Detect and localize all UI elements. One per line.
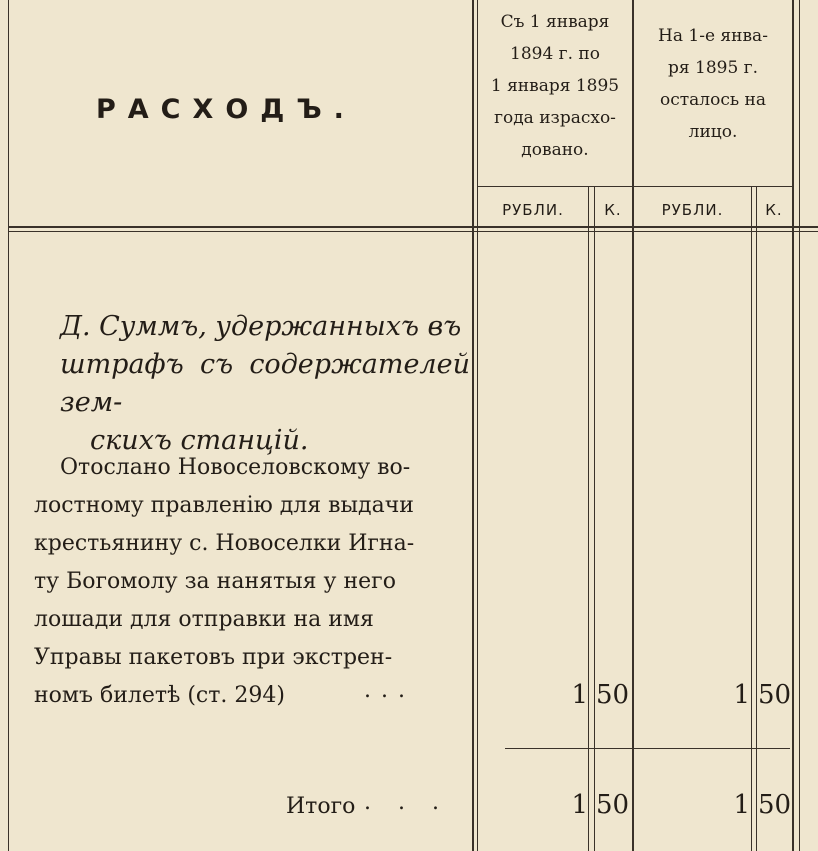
entry-line: лошади для отправки на имя bbox=[34, 607, 374, 632]
total-remain-kopecks: 50 bbox=[758, 790, 792, 820]
column-heading-spent bbox=[478, 6, 632, 166]
section-heading-line: штрафъ съ содержателей зем- bbox=[60, 349, 470, 418]
total-spent-rubles: 1 bbox=[571, 790, 588, 820]
heading-line: довано. bbox=[521, 140, 589, 160]
total-leader-dots: . . . bbox=[364, 790, 449, 815]
total-label: Итого bbox=[286, 794, 356, 819]
entry-line: лостному правленію для выдачи bbox=[34, 493, 414, 518]
heading-line: 1 января 1895 bbox=[490, 76, 620, 96]
column-rule bbox=[799, 0, 800, 851]
header-subrule bbox=[477, 186, 794, 187]
entry-line: Отослано Новоселовскому во- bbox=[60, 455, 411, 480]
column-rule bbox=[756, 186, 757, 851]
unit-rubles: РУБЛИ. bbox=[502, 201, 564, 219]
column-rule bbox=[472, 0, 474, 851]
section-heading-line: скихъ станцій. bbox=[90, 425, 309, 456]
entry-spent-rubles: 1 bbox=[571, 680, 588, 710]
heading-line: лицо. bbox=[688, 122, 738, 142]
header-rule bbox=[8, 231, 818, 232]
page-title: РАСХОДЪ. bbox=[96, 94, 356, 125]
heading-line: На 1-е янва- bbox=[658, 26, 768, 46]
entry-remain-rubles: 1 bbox=[733, 680, 750, 710]
entry-line: крестьянину с. Новоселки Игна- bbox=[34, 531, 415, 556]
heading-line: Съ 1 января bbox=[500, 12, 610, 32]
unit-kopecks: К. bbox=[765, 201, 783, 219]
unit-kopecks: К. bbox=[604, 201, 622, 219]
column-rule bbox=[594, 186, 595, 851]
total-spent-kopecks: 50 bbox=[596, 790, 630, 820]
entry-leader-dots: ... bbox=[364, 678, 415, 703]
column-rule bbox=[792, 0, 794, 851]
heading-line: 1894 г. по bbox=[510, 44, 600, 64]
section-heading bbox=[60, 308, 470, 460]
entry-spent-kopecks: 50 bbox=[596, 680, 630, 710]
section-heading-line: Д. Суммъ, удержанныхъ въ bbox=[60, 311, 462, 342]
entry-remain-kopecks: 50 bbox=[758, 680, 792, 710]
heading-line: осталось на bbox=[660, 90, 766, 110]
total-rule bbox=[505, 748, 790, 749]
column-rule bbox=[751, 186, 752, 851]
entry-line: номъ билетѣ (ст. 294) bbox=[34, 683, 285, 708]
heading-line: года израсхо- bbox=[494, 108, 616, 128]
entry-line: Управы пакетовъ при экстрен- bbox=[34, 645, 393, 670]
column-rule bbox=[588, 186, 589, 851]
column-heading-remain bbox=[634, 20, 792, 148]
entry-line: ту Богомолу за нанятыя у него bbox=[34, 569, 396, 594]
unit-rubles: РУБЛИ. bbox=[661, 201, 724, 219]
heading-line: ря 1895 г. bbox=[668, 58, 758, 78]
total-remain-rubles: 1 bbox=[733, 790, 750, 820]
left-margin-rule bbox=[8, 0, 9, 851]
header-rule bbox=[8, 226, 818, 228]
